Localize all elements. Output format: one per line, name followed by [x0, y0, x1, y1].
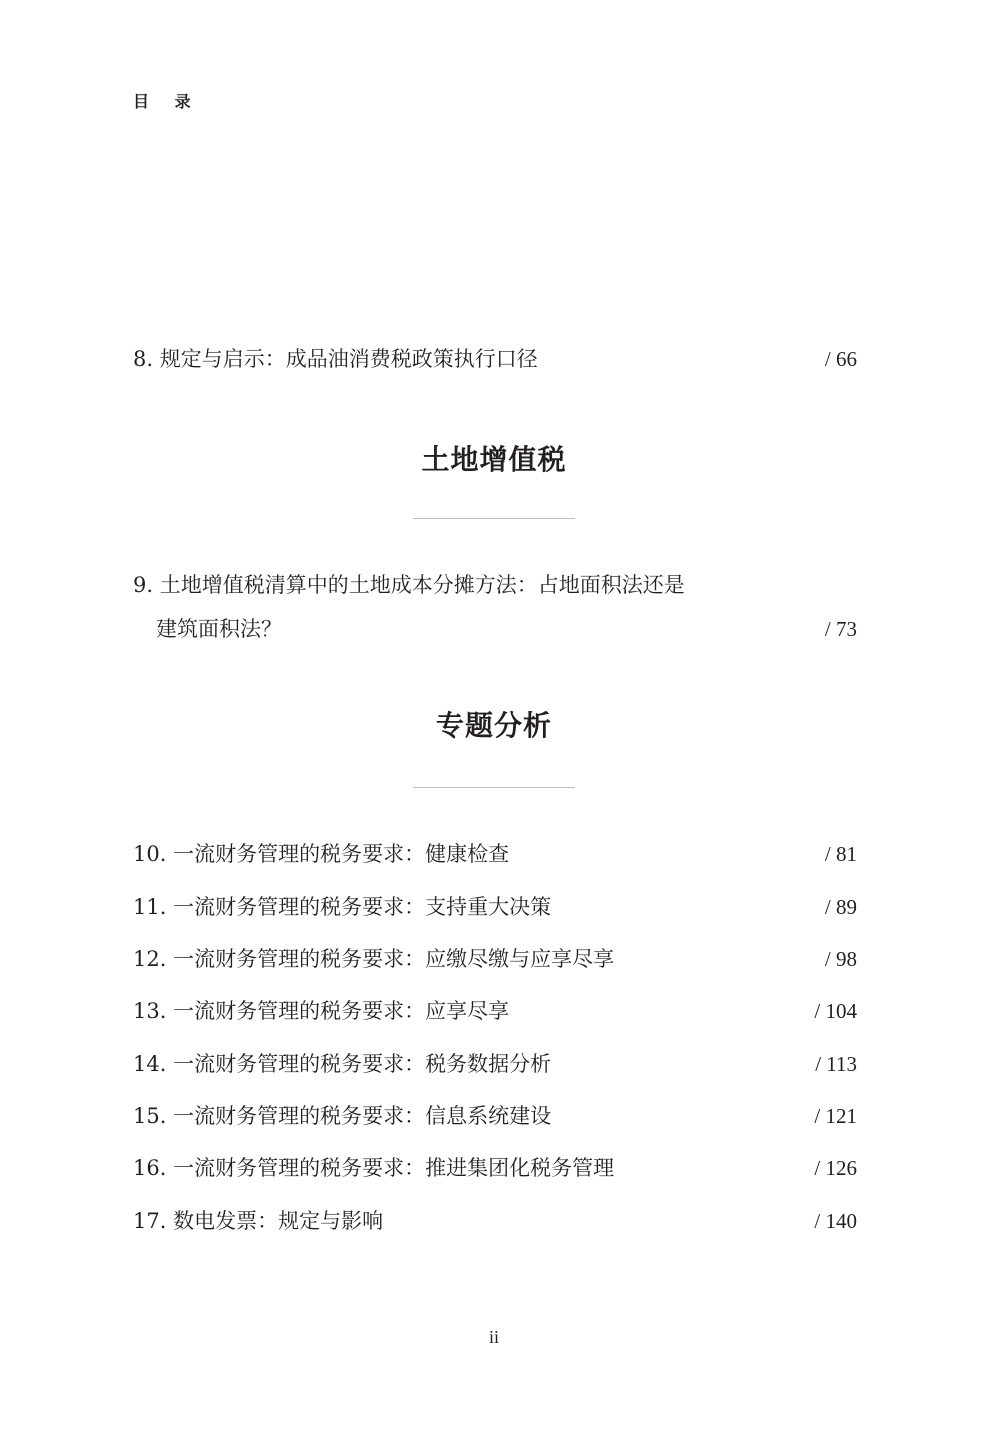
- section-title-special-analysis: 专题分析: [435, 709, 552, 742]
- section-divider: [413, 787, 575, 788]
- toc-entry-label: 16. 一流财务管理的税务要求：推进集团化税务管理: [133, 1156, 615, 1180]
- running-head: 目 录: [133, 92, 201, 111]
- toc-entry-16[interactable]: [133, 1154, 857, 1182]
- toc-entry-page: / 89: [824, 895, 857, 919]
- toc-entry-label: 17. 数电发票：规定与影响: [133, 1209, 384, 1233]
- section-divider: [413, 518, 575, 519]
- toc-entry-label: 12. 一流财务管理的税务要求：应缴尽缴与应享尽享: [133, 947, 615, 971]
- toc-entry-page: / 104: [814, 999, 857, 1023]
- toc-entry-page: / 73: [824, 617, 857, 641]
- toc-entry-label: 10. 一流财务管理的税务要求：健康检查: [133, 842, 510, 866]
- toc-entry-label: 9. 土地增值税清算中的土地成本分摊方法：占地面积法还是: [133, 573, 685, 597]
- toc-entry-page: / 140: [814, 1209, 857, 1233]
- toc-entry-label: 14. 一流财务管理的税务要求：税务数据分析: [133, 1052, 552, 1076]
- toc-entry-12[interactable]: [133, 945, 857, 973]
- toc-entry-label-continued: 建筑面积法？: [156, 617, 282, 641]
- toc-entry-8[interactable]: [133, 345, 857, 373]
- toc-entry-label: 11. 一流财务管理的税务要求：支持重大决策: [133, 895, 552, 919]
- toc-entry-page: / 98: [824, 947, 857, 971]
- toc-entry-13[interactable]: [133, 997, 857, 1025]
- page-number: ii: [488, 1327, 499, 1347]
- toc-entry-15[interactable]: [133, 1102, 857, 1130]
- toc-entry-17[interactable]: [133, 1207, 857, 1235]
- toc-entry-page: / 113: [815, 1052, 857, 1076]
- toc-entry-page: / 81: [824, 842, 857, 866]
- toc-entry-label: 15. 一流财务管理的税务要求：信息系统建设: [133, 1104, 552, 1128]
- toc-entry-label: 8. 规定与启示：成品油消费税政策执行口径: [133, 347, 538, 371]
- toc-entry-page: / 126: [814, 1156, 857, 1180]
- toc-entry-14[interactable]: [133, 1050, 857, 1078]
- toc-entry-11[interactable]: [133, 893, 857, 921]
- section-title-land-vat: 土地增值税: [421, 443, 567, 476]
- toc-entry-page: / 66: [824, 347, 857, 371]
- toc-entry-10[interactable]: [133, 840, 857, 868]
- toc-entry-page: / 121: [814, 1104, 857, 1128]
- toc-entry-label: 13. 一流财务管理的税务要求：应享尽享: [133, 999, 510, 1023]
- toc-entry-9[interactable]: [133, 571, 857, 643]
